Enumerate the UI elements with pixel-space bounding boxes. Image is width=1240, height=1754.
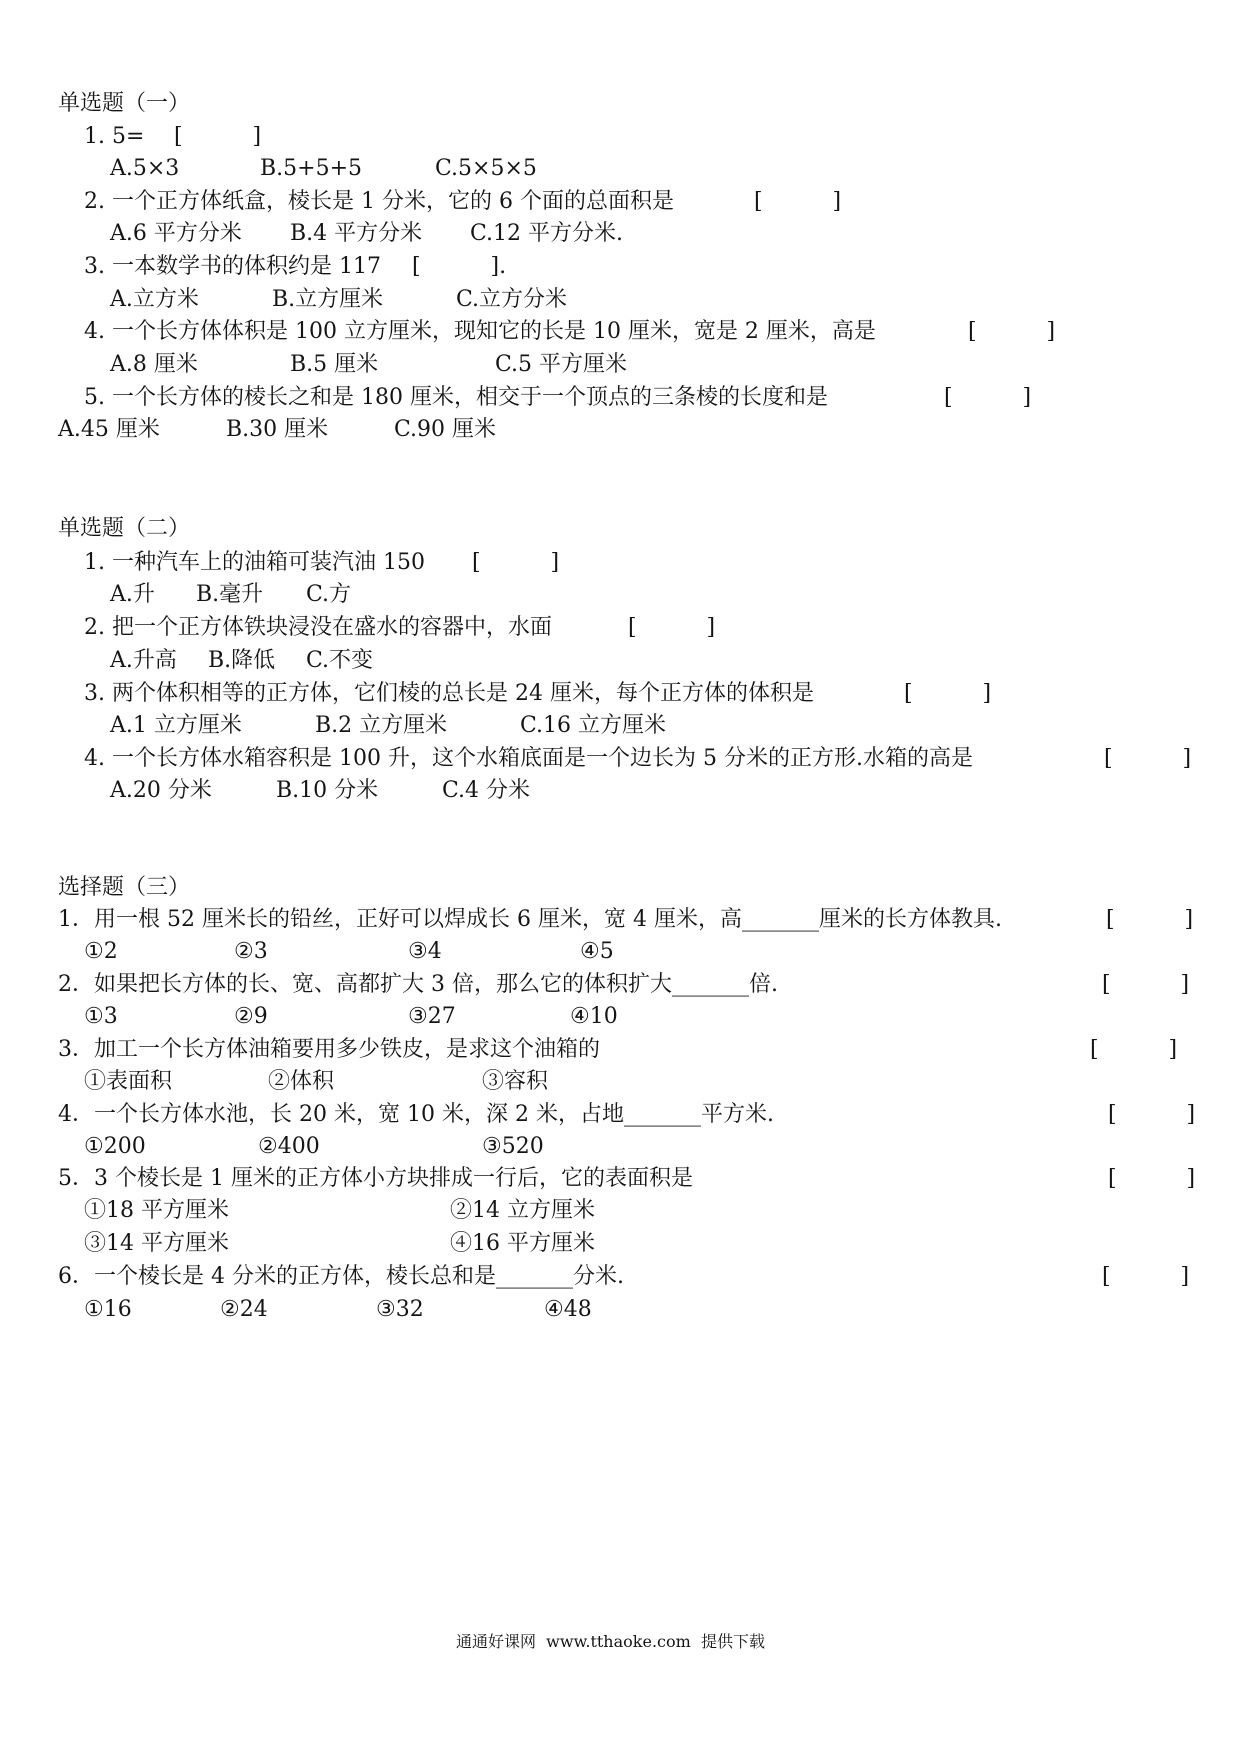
section-title: 选择题（三）: [58, 875, 191, 900]
question-stem: 5. 一个长方体的棱长之和是 180 厘米，相交于一个顶点的三条棱的长度和是: [84, 385, 828, 410]
option: ②9: [234, 1004, 268, 1029]
option: ①表面积: [84, 1069, 173, 1094]
option: C.立方分米: [456, 287, 568, 312]
option: C.16 立方厘米: [520, 713, 667, 738]
option: C.90 厘米: [394, 417, 497, 442]
question-stem: 3．加工一个长方体油箱要用多少铁皮，是求这个油箱的: [58, 1037, 600, 1062]
question-stem: 2．如果把长方体的长、宽、高都扩大 3 倍，那么它的体积扩大_______倍.: [58, 972, 778, 997]
option: B.30 厘米: [226, 417, 329, 442]
answer-bracket: [ ]: [1106, 907, 1194, 932]
answer-bracket: [ ]: [1104, 746, 1192, 771]
option: B.立方厘米: [272, 287, 384, 312]
answer-bracket: [ ]: [174, 124, 262, 149]
question-stem: 4. 一个长方体水箱容积是 100 升，这个水箱底面是一个边长为 5 分米的正方形.水箱的高是: [84, 746, 973, 771]
option: ③14 平方厘米: [84, 1231, 229, 1256]
option: B.4 平方分米: [290, 221, 423, 246]
option: A.6 平方分米: [110, 221, 242, 246]
answer-bracket: [ ].: [412, 254, 507, 279]
option: B.毫升: [196, 582, 264, 607]
footer-text: 通通好课网 www.tthaoke.com 提供下载: [456, 1632, 765, 1651]
option: B.5 厘米: [290, 352, 379, 377]
option: ②14 立方厘米: [450, 1198, 595, 1223]
option: ①16: [84, 1297, 132, 1322]
option: ④48: [544, 1297, 592, 1322]
option: C.5×5×5: [435, 156, 537, 181]
option: A.5×3: [110, 156, 180, 181]
option: B.10 分米: [276, 778, 379, 803]
question-stem: 1．用一根 52 厘米长的铅丝，正好可以焊成长 6 厘米，宽 4 厘米，高_______厘米的长方体教具.: [58, 907, 1002, 932]
option: A.1 立方厘米: [110, 713, 242, 738]
question-stem: 3. 两个体积相等的正方体，它们棱的总长是 24 厘米，每个正方体的体积是: [84, 681, 814, 706]
option: A.立方米: [110, 287, 199, 312]
option: ③32: [376, 1297, 424, 1322]
option: ④5: [580, 939, 614, 964]
option: B.2 立方厘米: [315, 713, 448, 738]
option: A.45 厘米: [58, 417, 160, 442]
question-stem: 2. 一个正方体纸盒，棱长是 1 分米，它的 6 个面的总面积是: [84, 189, 674, 214]
answer-bracket: [ ]: [628, 615, 716, 640]
answer-bracket: [ ]: [1108, 1166, 1196, 1191]
answer-bracket: [ ]: [754, 189, 842, 214]
option: ①2: [84, 939, 118, 964]
option: ③4: [408, 939, 442, 964]
option: ①200: [84, 1134, 146, 1159]
option: C.12 平方分米.: [470, 221, 624, 246]
option: ②体积: [268, 1069, 335, 1094]
option: ③容积: [482, 1069, 549, 1094]
option: ③520: [482, 1134, 544, 1159]
answer-bracket: [ ]: [1102, 1264, 1190, 1289]
question-stem: 4．一个长方体水池，长 20 米，宽 10 米，深 2 米，占地_______平方米.: [58, 1102, 774, 1127]
answer-bracket: [ ]: [968, 319, 1056, 344]
option: ②24: [220, 1297, 268, 1322]
question-stem: 3. 一本数学书的体积约是 117: [84, 254, 381, 279]
option: B.降低: [208, 648, 276, 673]
section-title: 单选题（一）: [58, 91, 191, 116]
option: C.方: [306, 582, 352, 607]
option: ③27: [408, 1004, 456, 1029]
question-stem: 1. 一种汽车上的油箱可装汽油 150: [84, 550, 425, 575]
question-stem: 4. 一个长方体体积是 100 立方厘米，现知它的长是 10 厘米，宽是 2 厘米，高是: [84, 319, 876, 344]
option: A.升高: [110, 648, 177, 673]
answer-bracket: [ ]: [1108, 1102, 1196, 1127]
option: C.5 平方厘米: [495, 352, 628, 377]
option: ①3: [84, 1004, 118, 1029]
answer-bracket: [ ]: [1102, 972, 1190, 997]
answer-bracket: [ ]: [944, 385, 1032, 410]
answer-bracket: [ ]: [1090, 1037, 1178, 1062]
section-title: 单选题（二）: [58, 516, 191, 541]
option: ④16 平方厘米: [450, 1231, 595, 1256]
answer-bracket: [ ]: [904, 681, 992, 706]
question-stem: 2. 把一个正方体铁块浸没在盛水的容器中，水面: [84, 615, 552, 640]
option: A.20 分米: [110, 778, 212, 803]
answer-bracket: [ ]: [472, 550, 560, 575]
question-stem: 1. 5=: [84, 124, 145, 149]
option: B.5+5+5: [260, 156, 363, 181]
option: ④10: [570, 1004, 618, 1029]
option: ②400: [258, 1134, 320, 1159]
question-stem: 5．3 个棱长是 1 厘米的正方体小方块排成一行后，它的表面积是: [58, 1166, 693, 1191]
option: A.升: [110, 582, 155, 607]
question-stem: 6．一个棱长是 4 分米的正方体，棱长总和是_______分米.: [58, 1264, 624, 1289]
option: A.8 厘米: [110, 352, 198, 377]
option: C.4 分米: [442, 778, 531, 803]
option: ②3: [234, 939, 268, 964]
option: ①18 平方厘米: [84, 1198, 229, 1223]
option: C.不变: [306, 648, 374, 673]
